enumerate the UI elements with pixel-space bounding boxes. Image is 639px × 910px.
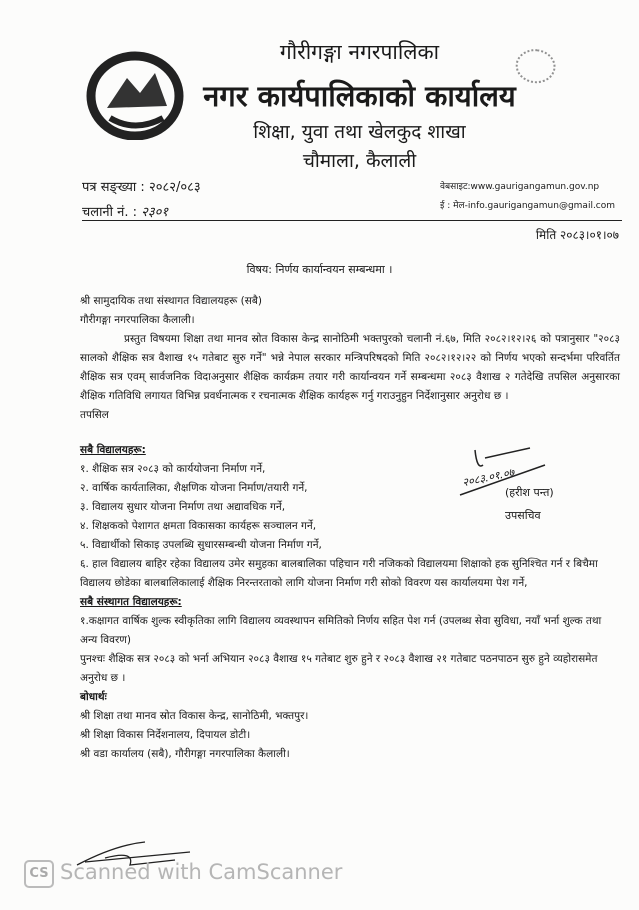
header-rule bbox=[82, 220, 622, 221]
list-item: ४. शिक्षकको पेशागत क्षमता विकासका कार्यहरू सञ्चालन गर्ने, bbox=[80, 520, 317, 532]
municipality-name: गौरीगङ्गा नगरपालिका bbox=[279, 40, 440, 64]
subject: विषय: निर्णय कार्यान्वयन सम्बन्धमा । bbox=[246, 263, 393, 276]
camscanner-logo-icon: CS bbox=[24, 860, 54, 888]
signatory-name: (हरीश पन्त) bbox=[505, 486, 554, 499]
letter-date: मिति २०८३।०१।०७ bbox=[535, 228, 619, 242]
signatory-title: उपसचिव bbox=[505, 509, 541, 522]
dispatch-label: चलानी नं. : bbox=[82, 205, 138, 220]
letter-number bbox=[82, 177, 201, 195]
letter-number-label: पत्र सङ्ख्या : bbox=[82, 180, 145, 195]
postscript: पुनश्चः शैक्षिक सत्र २०८३ को भर्ना अभियान २०८३ वैशाख १५ गतेबाट शुरु हुने र २०८३ वैशाख २१ गतेबाट पठनपाठन सुरु हुने व्यहोरासमेत अनुरोध छ । bbox=[80, 653, 598, 684]
cc-item: श्री शिक्षा तथा मानव स्रोत विकास केन्द्र, सानोठिमी, भक्तपुर। bbox=[80, 710, 309, 722]
dispatch-number bbox=[82, 202, 168, 220]
list-item: २. वार्षिक कार्यतालिका, शैक्षणिक योजना निर्माण/तयारी गर्ने, bbox=[80, 482, 308, 494]
list-item: १.कक्षागत वार्षिक शुल्क स्वीकृतिका लागि विद्यालय व्यवस्थापन समितिको निर्णय सहित पेश गर्न (उपलब्ध सेवा सुविधा, नयाँ भर्ना शुल्क तथा अन्य विवरण) bbox=[80, 615, 602, 646]
signature-date: २०८३.०१.०७ bbox=[461, 465, 516, 490]
list-item: ६. हाल विद्यालय बाहिर रहेका विद्यालय उमेर समुहका बालबालिका पहिचान गरी नजिकको विद्यालयमा शिक्षाको हक सुनिश्चित गर्न र बिचैमा विद्यालय छोडेका बालबालिकालाई शैक्षिक निरन्तरताको लागि योजना निर्माण गरी सोको विवरण यस कार्यालयमा पेश गर्ने, bbox=[80, 558, 598, 589]
list-item: ३. विद्यालय सुधार योजना निर्माण तथा अद्यावधिक गर्ने, bbox=[80, 501, 286, 513]
tapasil-label: तपसिल bbox=[80, 409, 109, 421]
camscanner-watermark: Scanned with CamScanner bbox=[60, 860, 343, 884]
list-item: १. शैक्षिक सत्र २०८३ को कार्ययोजना निर्माण गर्ने, bbox=[80, 463, 266, 475]
website: वेबसाइट:www.gaurigangamun.gov.np bbox=[440, 182, 600, 192]
cc-item: श्री शिक्षा विकास निर्देशनालय, दिपायल डोटी। bbox=[80, 729, 251, 741]
office-name: नगर कार्यपालिकाको कार्यालय bbox=[203, 79, 516, 113]
email: ई : मेल-info.gaurigangamun@gmail.com bbox=[440, 201, 616, 211]
list-item: ५. विद्यार्थीको सिकाइ उपलब्धि सुधारसम्बन्धी योजना निर्माण गर्ने, bbox=[80, 539, 322, 551]
cc-heading: बोधार्थः bbox=[80, 691, 107, 703]
office-stamp bbox=[474, 44, 572, 138]
letter-number-value: २०८२/०८३ bbox=[148, 180, 201, 195]
cc-item: श्री वडा कार्यालय (सबै), गौरीगङ्गा नगरपालिका कैलाली। bbox=[80, 748, 290, 760]
all-schools-heading: सबै विद्यालयहरू: bbox=[80, 444, 146, 456]
branch-name: शिक्षा, युवा तथा खेलकुद शाखा bbox=[253, 121, 466, 143]
dispatch-value: २३०१ bbox=[141, 205, 169, 220]
recipient-line: गौरीगङ्गा नगरपालिका कैलाली। bbox=[80, 314, 195, 326]
recipient-line: श्री सामुदायिक तथा संस्थागत विद्यालयहरू (सबै) bbox=[80, 295, 262, 307]
main-paragraph: प्रस्तुत विषयमा शिक्षा तथा मानव स्रोत विकास केन्द्र सानोठिमी भक्तपुरको चलानी नं.६७, मिति २०८२।१२।२६ को पत्रानुसार "२०८३ सालको शैक्षिक सत्र वैशाख १५ गतेबाट सुरु गर्ने" भन्ने नेपाल सरकार मन्त्रिपरिषदको मिति २०८२।१२।२२ को निर्णय भएको सन्दर्भमा परिवर्तित शैक्षिक सत्र एवम् सार्वजनिक विदाअनुसार शैक्षिक कार्यक्रम तयार गरी कार्यान्वयन गर्ने सम्बन्धमा २०८३ वैशाख २ गतेदेखि तपसिल अनुसारका शैक्षिक गतिविधि लगायत विभिन्न प्रवर्धनात्मक र रचनात्मक शैक्षिक कार्यहरू गर्नु गराउनुहुन निर्देशानुसार अनुरोध छ । bbox=[80, 333, 620, 402]
office-address: चौमाला, कैलाली bbox=[302, 150, 417, 172]
letter-body bbox=[80, 292, 620, 764]
institutional-heading: सबै संस्थागत विद्यालयहरू: bbox=[80, 596, 182, 608]
